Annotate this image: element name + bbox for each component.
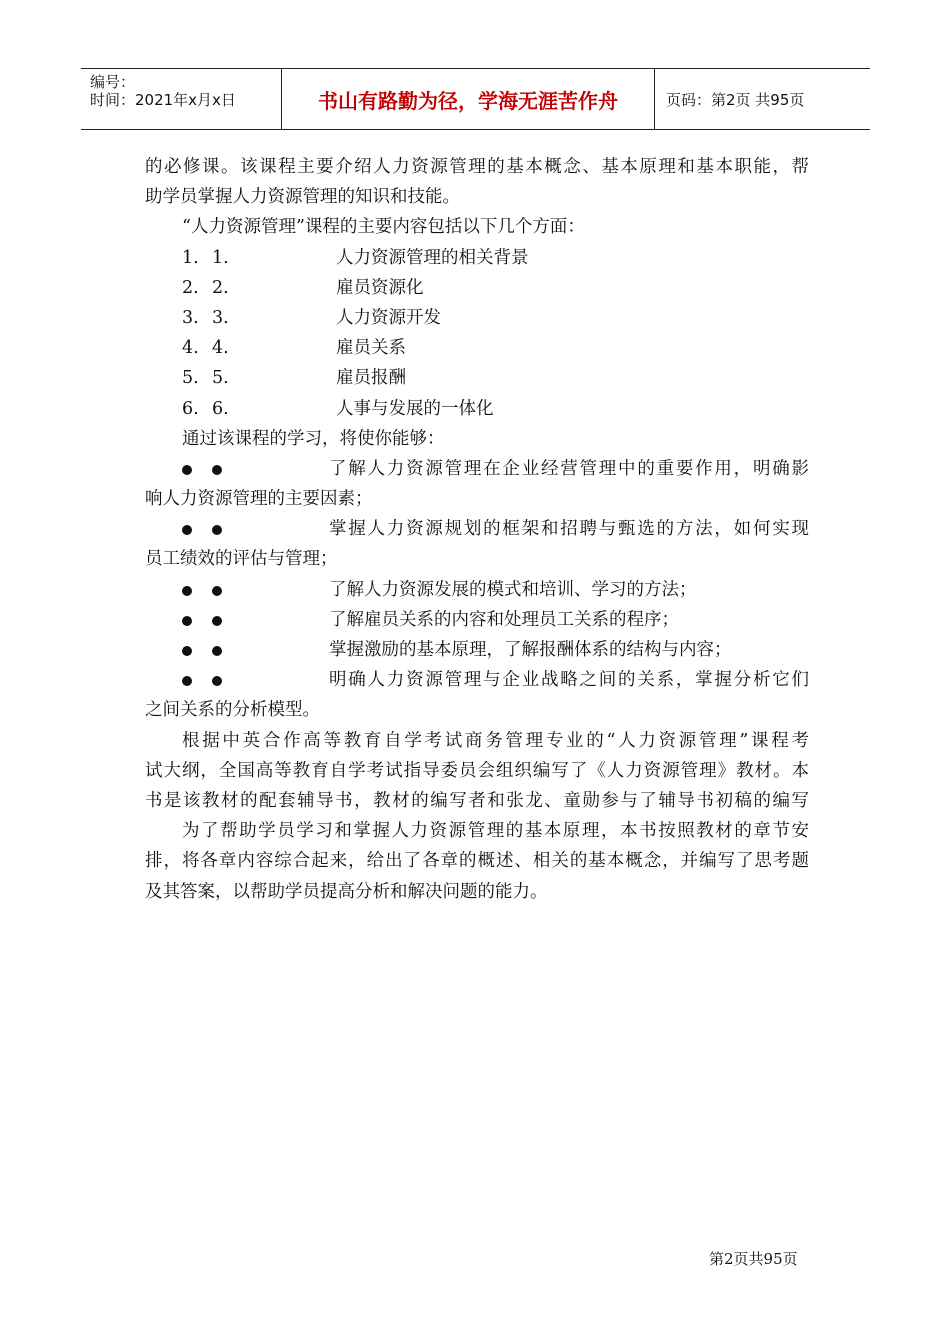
header-page-info: 页码：第2页 共95页 xyxy=(666,90,805,109)
list-number: 4. xyxy=(212,338,229,359)
page-footer: 第2页共95页 xyxy=(709,1250,798,1268)
bullet-icon xyxy=(182,525,192,535)
list-number: 2. xyxy=(182,277,199,298)
list-item-text: 雇员关系 xyxy=(336,338,406,359)
bullet-icon xyxy=(212,646,222,656)
bullet-icon xyxy=(212,616,222,626)
list-item xyxy=(145,303,809,333)
paragraph-line: 员工绩效的评估与管理； xyxy=(145,549,338,570)
bullet-icon xyxy=(212,525,222,535)
list-item xyxy=(145,394,809,424)
list-item xyxy=(145,273,809,303)
paragraph-line: 响人力资源管理的主要因素； xyxy=(145,489,373,510)
bullet-item xyxy=(145,514,809,544)
list-number: 5. xyxy=(182,368,199,389)
list-number: 2. xyxy=(212,277,229,298)
paragraph-line: 试大纲，全国高等教育自学考试指导委员会组织编写了《人力资源管理》教材。本 xyxy=(145,760,809,781)
time-label: 时间：2021年x月x日 xyxy=(90,91,236,109)
bullet-icon xyxy=(182,646,192,656)
document-body xyxy=(145,152,809,907)
bullet-text: 了解人力资源管理在企业经营管理中的重要作用，明确影 xyxy=(329,458,809,479)
list-item-text: 人力资源开发 xyxy=(336,307,441,328)
bullet-icon xyxy=(182,676,192,686)
bullet-icon xyxy=(212,676,222,686)
paragraph-line: 及其答案，以帮助学员提高分析和解决问题的能力。 xyxy=(145,881,548,902)
list-number: 3. xyxy=(212,307,229,328)
header-motto: 书山有路勤为径，学海无涯苦作舟 xyxy=(281,69,655,129)
paragraph-line: 根据中英合作高等教育自学考试商务管理专业的“人力资源管理”课程考 xyxy=(182,730,809,751)
list-item-text: 人力资源管理的相关背景 xyxy=(336,247,529,268)
list-item xyxy=(145,243,809,273)
bullet-item xyxy=(145,575,809,605)
bullet-text: 了解人力资源发展的模式和培训、学习的方法； xyxy=(329,579,697,600)
list-number: 5. xyxy=(212,368,229,389)
bullet-item xyxy=(145,665,809,695)
paragraph-line: 为了帮助学员学习和掌握人力资源管理的基本原理，本书按照教材的章节安 xyxy=(182,821,809,842)
bullet-item xyxy=(145,635,809,665)
bullet-text: 了解雇员关系的内容和处理员工关系的程序； xyxy=(329,609,679,630)
paragraph-line: 助学员掌握人力资源管理的知识和技能。 xyxy=(145,187,460,208)
bullet-icon xyxy=(212,465,222,475)
paragraph-line: 的必修课。该课程主要介绍人力资源管理的基本概念、基本原理和基本职能，帮 xyxy=(145,157,809,177)
list-item-text: 人事与发展的一体化 xyxy=(336,398,494,419)
list-number: 4. xyxy=(182,338,199,359)
paragraph-line: 通过该课程的学习，将使你能够： xyxy=(182,428,445,449)
list-number: 1. xyxy=(182,247,199,268)
code-label: 编号： xyxy=(90,73,136,91)
list-number: 6. xyxy=(182,398,199,419)
paragraph-line: 书是该教材的配套辅导书，教材的编写者和张龙、童勋参与了辅导书初稿的编写 xyxy=(145,790,809,811)
list-number: 6. xyxy=(212,398,229,419)
bullet-icon xyxy=(182,465,192,475)
list-item xyxy=(145,333,809,363)
list-number: 3. xyxy=(182,307,199,328)
bullet-icon xyxy=(182,586,192,596)
page-header xyxy=(81,68,870,130)
bullet-icon xyxy=(212,586,222,596)
paragraph-line: “人力资源管理”课程的主要内容包括以下几个方面： xyxy=(182,217,585,238)
paragraph-line: 之间关系的分析模型。 xyxy=(145,700,320,721)
list-item xyxy=(145,363,809,393)
bullet-item xyxy=(145,454,809,484)
list-item-text: 雇员报酬 xyxy=(336,368,406,389)
list-item-text: 雇员资源化 xyxy=(336,277,424,298)
bullet-text: 掌握人力资源规划的框架和招聘与甄选的方法，如何实现 xyxy=(329,519,809,540)
bullet-item xyxy=(145,605,809,635)
bullet-text: 明确人力资源管理与企业战略之间的关系，掌握分析它们 xyxy=(329,670,809,691)
list-number: 1. xyxy=(212,247,229,268)
paragraph-line: 排，将各章内容综合起来，给出了各章的概述、相关的基本概念，并编写了思考题 xyxy=(145,851,809,872)
bullet-text: 掌握激励的基本原理，了解报酬体系的结构与内容； xyxy=(329,640,732,660)
header-meta xyxy=(81,69,281,129)
bullet-icon xyxy=(182,616,192,626)
